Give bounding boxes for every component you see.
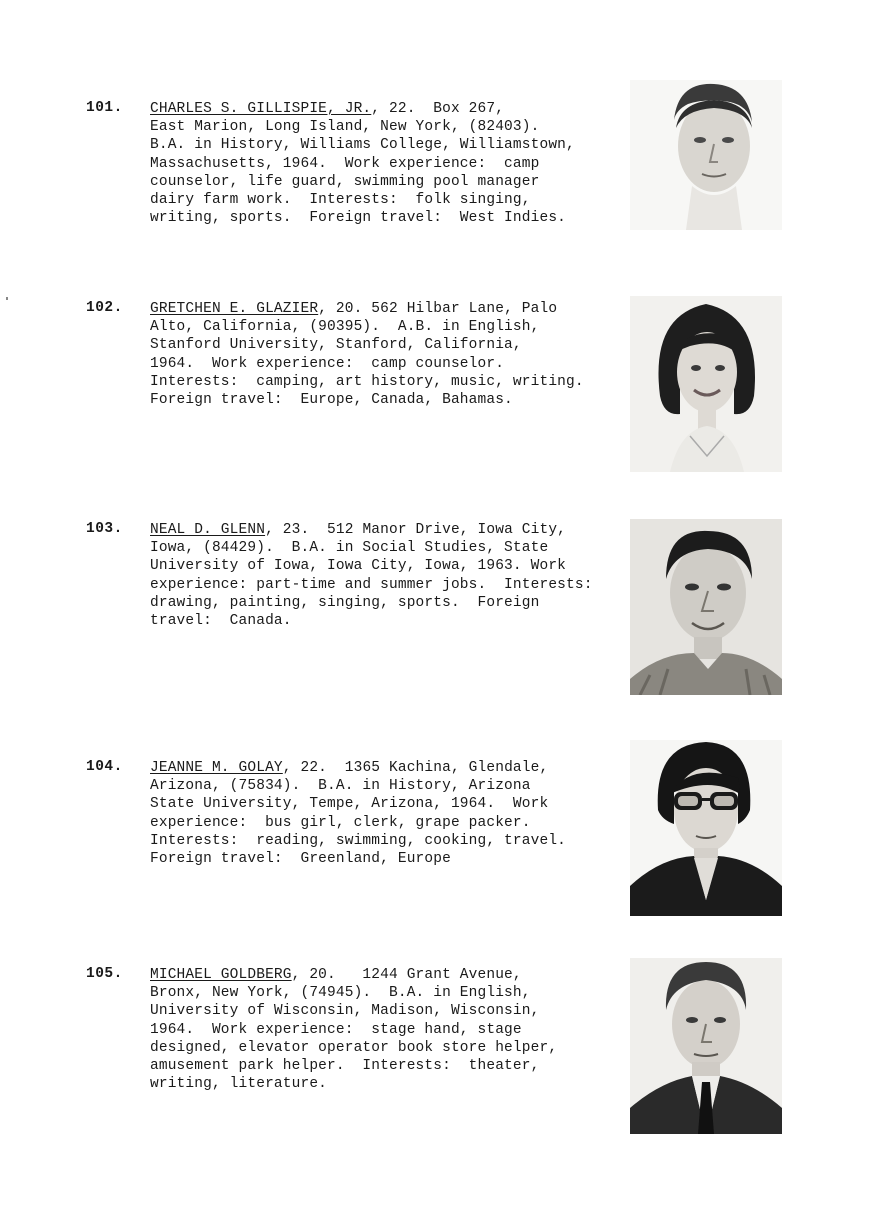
entry-bio: JEANNE M. GOLAY, 22. 1365 Kachina, Glendale, Arizona, (75834). B.A. in History, Arizona State University, Tempe, Arizona, 1964. Work experience: bus girl, clerk, grape packer. Interests: reading, swimming, cooking, travel. Foreign travel: Greenland, Europe: [150, 760, 567, 868]
entry-name: MICHAEL GOLDBERG: [150, 967, 292, 983]
entry-bio: NEAL D. GLENN, 23. 512 Manor Drive, Iowa City, Iowa, (84429). B.A. in Social Studies, State University of Iowa, Iowa City, Iowa, 1963. Work experience: part-time and summer jobs. Interests: drawing, painting, singing, sports. Foreign travel: Canada.: [150, 522, 593, 630]
portrait-man-icon: [630, 519, 782, 695]
portrait-man-suit-icon: [630, 958, 782, 1134]
paper-speck: [6, 297, 8, 300]
entry-bio: CHARLES S. GILLISPIE, JR., 22. Box 267, East Marion, Long Island, New York, (82403). B.A. in History, Williams College, Williamstown, Massachusetts, 1964. Work experience: camp counselor, life guard, swimming pool manager dairy farm work. Interests: folk singing, writing, sports. Foreign travel: West Indies.: [150, 101, 575, 227]
portrait-woman-icon: [630, 296, 782, 472]
entry-number: 104.: [86, 759, 123, 775]
portrait-man-icon: [630, 80, 782, 230]
entry-number: 102.: [86, 300, 123, 316]
portrait-photo: [630, 958, 782, 1134]
entry-name: CHARLES S. GILLISPIE, JR.: [150, 101, 372, 117]
entry-number: 101.: [86, 100, 123, 116]
entry-bio: GRETCHEN E. GLAZIER, 20. 562 Hilbar Lane, Palo Alto, California, (90395). A.B. in English, Stanford University, Stanford, California, 1964. Work experience: camp counselor. Interests: camping, art history, music, writing. Foreign travel: Europe, Canada, Bahamas.: [150, 301, 584, 409]
entry-number: 105.: [86, 966, 123, 982]
portrait-woman-glasses-icon: [630, 740, 782, 916]
entry-number: 103.: [86, 521, 123, 537]
entry-name: JEANNE M. GOLAY: [150, 760, 283, 776]
entry-bio: MICHAEL GOLDBERG, 20. 1244 Grant Avenue, Bronx, New York, (74945). B.A. in English, University of Wisconsin, Madison, Wisconsin, 1964. Work experience: stage hand, stage designed, elevator operator book store helper, amusement park helper. Interests: theater, writing, literature.: [150, 967, 558, 1093]
portrait-photo: [630, 519, 782, 695]
portrait-photo: [630, 740, 782, 916]
portrait-photo: [630, 80, 782, 230]
entry-name: GRETCHEN E. GLAZIER: [150, 301, 319, 317]
entry-name: NEAL D. GLENN: [150, 522, 266, 538]
portrait-photo: [630, 296, 782, 472]
